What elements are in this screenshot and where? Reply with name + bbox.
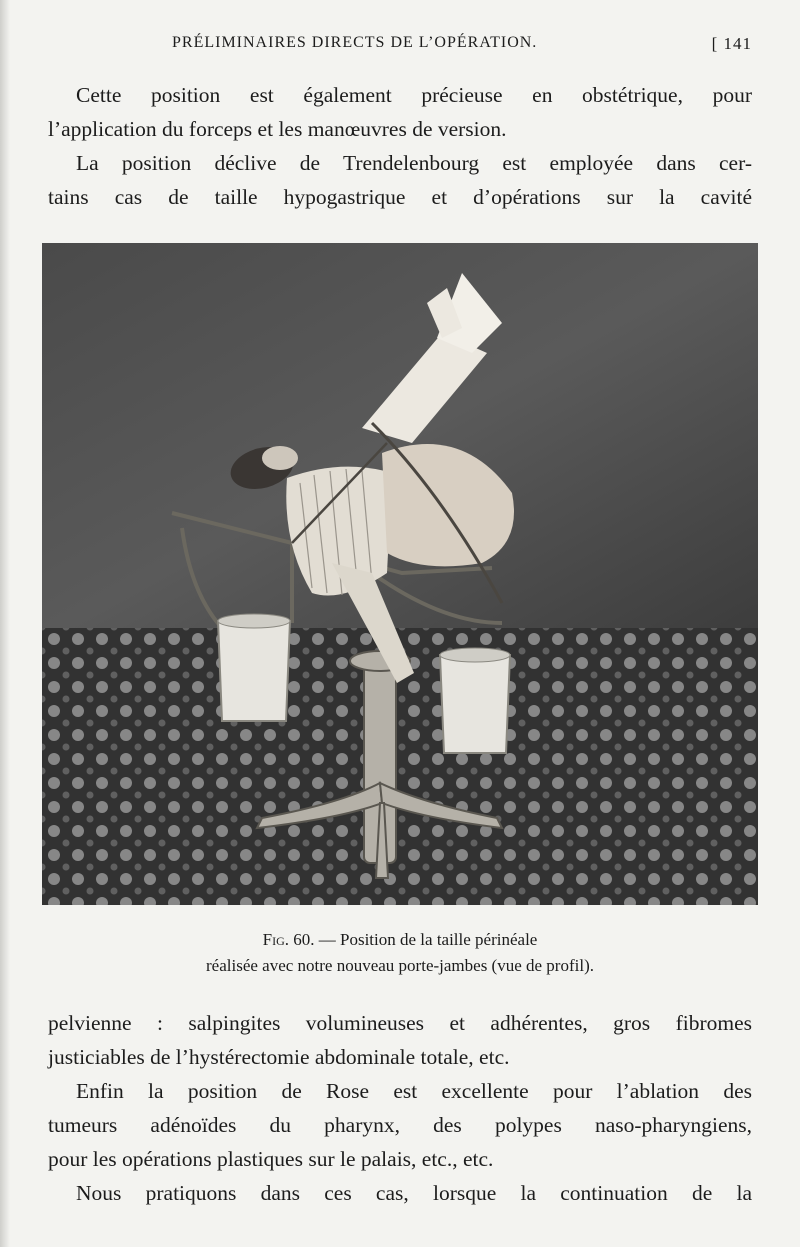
bucket-left [218, 614, 290, 721]
page-gutter [0, 0, 10, 1247]
text-line: Nous pratiquons dans ces cas, lorsque la continuation de la [76, 1181, 752, 1205]
text-line: tumeurs adénoïdes du pharynx, des polypes naso-pharyngiens, [48, 1113, 752, 1137]
figure-photograph [42, 243, 758, 905]
bucket-right [440, 648, 510, 753]
caption-line-1 [48, 927, 752, 953]
figure-label: Fig. 60. [262, 930, 315, 949]
backdrop-wall [42, 243, 758, 638]
text-line: pour les opérations plastiques sur le palais, etc., etc. [48, 1147, 494, 1171]
photo-illustration [42, 243, 758, 905]
text-line: pelvienne : salpingites volumineuses et adhérentes, gros fibromes [48, 1011, 752, 1035]
running-head [172, 34, 752, 58]
text-line: Cette position est également précieuse en obstétrique, pour [76, 83, 752, 107]
body-text-top [48, 78, 752, 214]
running-title: PRÉLIMINAIRES DIRECTS DE L’OPÉRATION. [172, 34, 538, 51]
text-line: La position déclive de Trendelenbourg est employée dans cer- [76, 151, 752, 175]
text-line: justiciables de l’hystérectomie abdominale totale, etc. [48, 1045, 510, 1069]
caption-line-2: réalisée avec notre nouveau porte-jambes (vue de profil). [206, 956, 594, 975]
text-line: l’application du forceps et les manœuvres de version. [48, 117, 507, 141]
text-line: tains cas de taille hypogastrique et d’opérations sur la cavité [48, 185, 752, 209]
text-line: Enfin la position de Rose est excellente pour l’ablation des [76, 1079, 752, 1103]
body-text-bottom [48, 1006, 752, 1210]
figure-caption [48, 927, 752, 979]
page-number: [ 141 [711, 34, 752, 53]
caption-text-1: — Position de la taille périnéale [318, 930, 538, 949]
